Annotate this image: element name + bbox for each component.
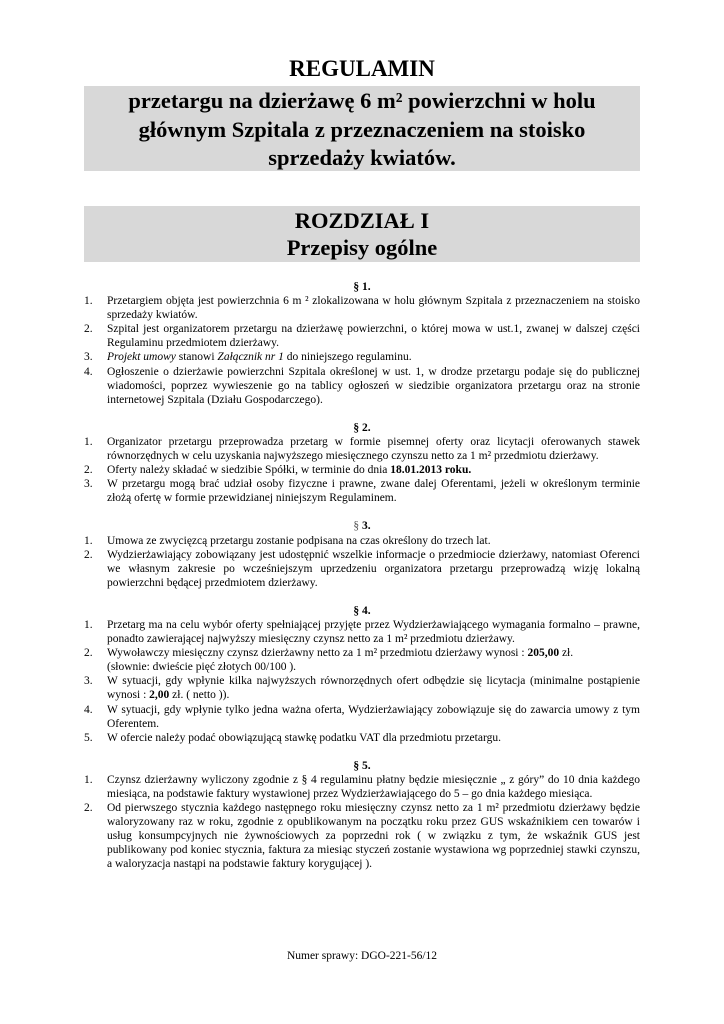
section-4-list [84,618,640,745]
item-number: 1. [84,618,93,631]
item-amount: 205,00 [527,647,560,660]
list-item [84,703,640,731]
item-text-italic: Projekt umowy [107,351,176,364]
item-number: 4. [84,365,93,378]
item-date: 18.01.2013 roku. [390,464,472,477]
section-number: 3. [359,520,371,533]
item-text: Umowa ze zwycięzcą przetargu zostanie podpisana na czas określony do trzech lat. [107,534,491,547]
item-number: 4. [84,703,93,716]
list-item [84,801,640,871]
list-item [84,435,640,463]
list-item [84,773,640,801]
section-5-list [84,773,640,872]
document-title: REGULAMIN [289,56,435,81]
item-number: 1. [84,435,93,448]
section-3-list [84,534,640,590]
list-item [84,731,640,745]
list-item [84,674,640,702]
item-text: Ogłoszenie o dzierżawie powierzchni Szpitala określonej w ust. 1, w drodze przetargu podaje się do publicznej wiadomości, poprzez wywieszenie go na tablicy ogłoszeń w siedzibie organizatora przetargu oraz na stronie internetowej Szpitala (Działu Gospodarczego). [107,365,640,406]
list-item [84,477,640,505]
section-2-list [84,435,640,505]
item-number: 1. [84,295,93,308]
item-text: W sytuacji, gdy wpłynie tylko jedna ważna oferta, Wydzierżawiający zobowiązuje się do zawarcia umowy z tym Oferentem. [107,703,640,730]
list-item [84,646,640,674]
section-heading: § 2. [353,421,371,434]
item-text: W sytuacji, gdy wpłynie kilka najwyższych równorzędnych ofert odbędzie się licytacja (minimalne postąpienie wynosi : [107,675,640,702]
item-text: Wydzierżawiający zobowiązany jest udostępnić wszelkie informacje o przedmiocie dzierżawy, natomiast Oferenci we własnym zakresie po wcześniejszym uprzedzeniu organizatora przetargu przeprowadzą wizję lokalną powierzchni będącej przedmiotem dzierżawy. [107,548,640,589]
item-text: Szpital jest organizatorem przetargu na dzierżawę powierzchni, o której mowa w ust.1, zwanej w dalszej części Regulaminu przedmiotem dzierżawy. [107,323,640,350]
item-number: 3. [84,478,93,491]
subtitle-line: przetargu na dzierżawę 6 m² powierzchni w holu [128,88,596,113]
section-heading: § 4. [353,604,371,617]
item-text: Oferty należy składać w siedzibie Spółki, w terminie do dnia [107,464,391,477]
chapter-title: ROZDZIAŁ I [294,208,430,233]
list-item [84,534,640,548]
chapter-heading-box [84,206,640,262]
list-item [84,365,640,407]
item-text: do niniejszego regulaminu. [283,351,412,364]
section-heading: § 1. [353,281,371,293]
item-number: 1. [84,534,93,547]
item-text: Wywoławczy miesięczny czynsz dzierżawny netto za 1 m² przedmiotu dzierżawy wynosi : [107,647,528,660]
item-number: 2. [84,323,93,336]
subtitle-line: głównym Szpitala z przeznaczeniem na stoisko [138,116,586,142]
list-item [84,322,640,350]
item-text: stanowi [175,351,218,364]
item-text: Czynsz dzierżawny wyliczony zgodnie z § 4 regulaminu płatny będzie miesięcznie „ z góry” do 10 dnia każdego miesiąca, na podstawie faktury wystawionej przez Wydzierżawiającego do 5 – go dnia każdego miesiąca. [107,773,640,800]
list-item [84,548,640,590]
item-text: Przetarg ma na celu wybór oferty spełniającej przyjęte przez Wydzierżawiającego wymagania formalno – prawne, ponadto zawierającej najwyższy miesięczny czynsz netto za 1 m² przedmiotu dzierżawy. [107,618,640,646]
item-text: W przetargu mogą brać udział osoby fizyczne i prawne, zwane dalej Oferentami, jeżeli w określonym terminie złożą ofertę w formie przewidzianej niniejszym Regulaminem. [107,478,640,505]
item-number: 3. [84,675,93,688]
item-text: Organizator przetargu przeprowadza przetarg w formie pisemnej oferty oraz licytacji oferowanych stawek równorzędnych w celu uzyskania najwyższego miesięcznego czynszu netto za 1 m² przedmiotu dzierżawy. [107,435,640,463]
list-item [84,618,640,646]
section-sign: § [353,520,360,533]
section-1-list [84,294,640,407]
item-number: 1. [84,773,93,786]
case-number-footer: Numer sprawy: DGO-221-56/12 [286,950,438,962]
list-item [84,350,640,364]
item-text: W ofercie należy podać obowiązującą stawkę podatku VAT dla przedmiotu przetargu. [107,731,501,744]
item-text: zł. [559,647,574,660]
item-amount: 2,00 [149,689,170,702]
item-text-italic: Załącznik nr 1 [217,351,284,364]
document-subtitle-box [84,86,640,171]
section-heading [84,519,640,533]
item-number: 2. [84,464,93,477]
list-item [84,294,640,322]
subtitle-line: sprzedaży kwiatów. [268,145,456,170]
chapter-subtitle: Przepisy ogólne [286,235,438,260]
list-item [84,463,640,477]
item-text: (słownie: dwieście pięć złotych 00/100 ). [107,661,297,674]
item-text: Od pierwszego stycznia każdego następnego roku miesięczny czynsz netto za 1 m² przedmiotu dzierżawy będzie waloryzowany raz w roku, zgodnie z opublikowanym na początku roku przez GUS wskaźnikiem cen towarów i usług konsumpcyjnych nie żywnościowych za poprzedni rok ( w związku z tym, że wskaźnik GUS jest publikowany pod koniec stycznia, faktura za miesiąc styczeń zostanie wystawiona wg poprzedniej stawki czynszu, a waloryzacja nastąpi na podstawie faktury korygującej ). [107,802,640,871]
item-text: Przetargiem objęta jest powierzchnia 6 m ² zlokalizowana w holu głównym Szpitala z przeznaczeniem na stoisko sprzedaży kwiatów. [107,295,640,322]
item-text: zł. ( netto )). [169,689,230,702]
item-number: 5. [84,731,93,744]
item-number: 2. [84,548,93,561]
document-body [84,280,640,872]
item-number: 3. [84,351,93,364]
item-number: 2. [84,802,93,815]
item-number: 2. [84,647,93,660]
section-heading: § 5. [353,759,371,772]
